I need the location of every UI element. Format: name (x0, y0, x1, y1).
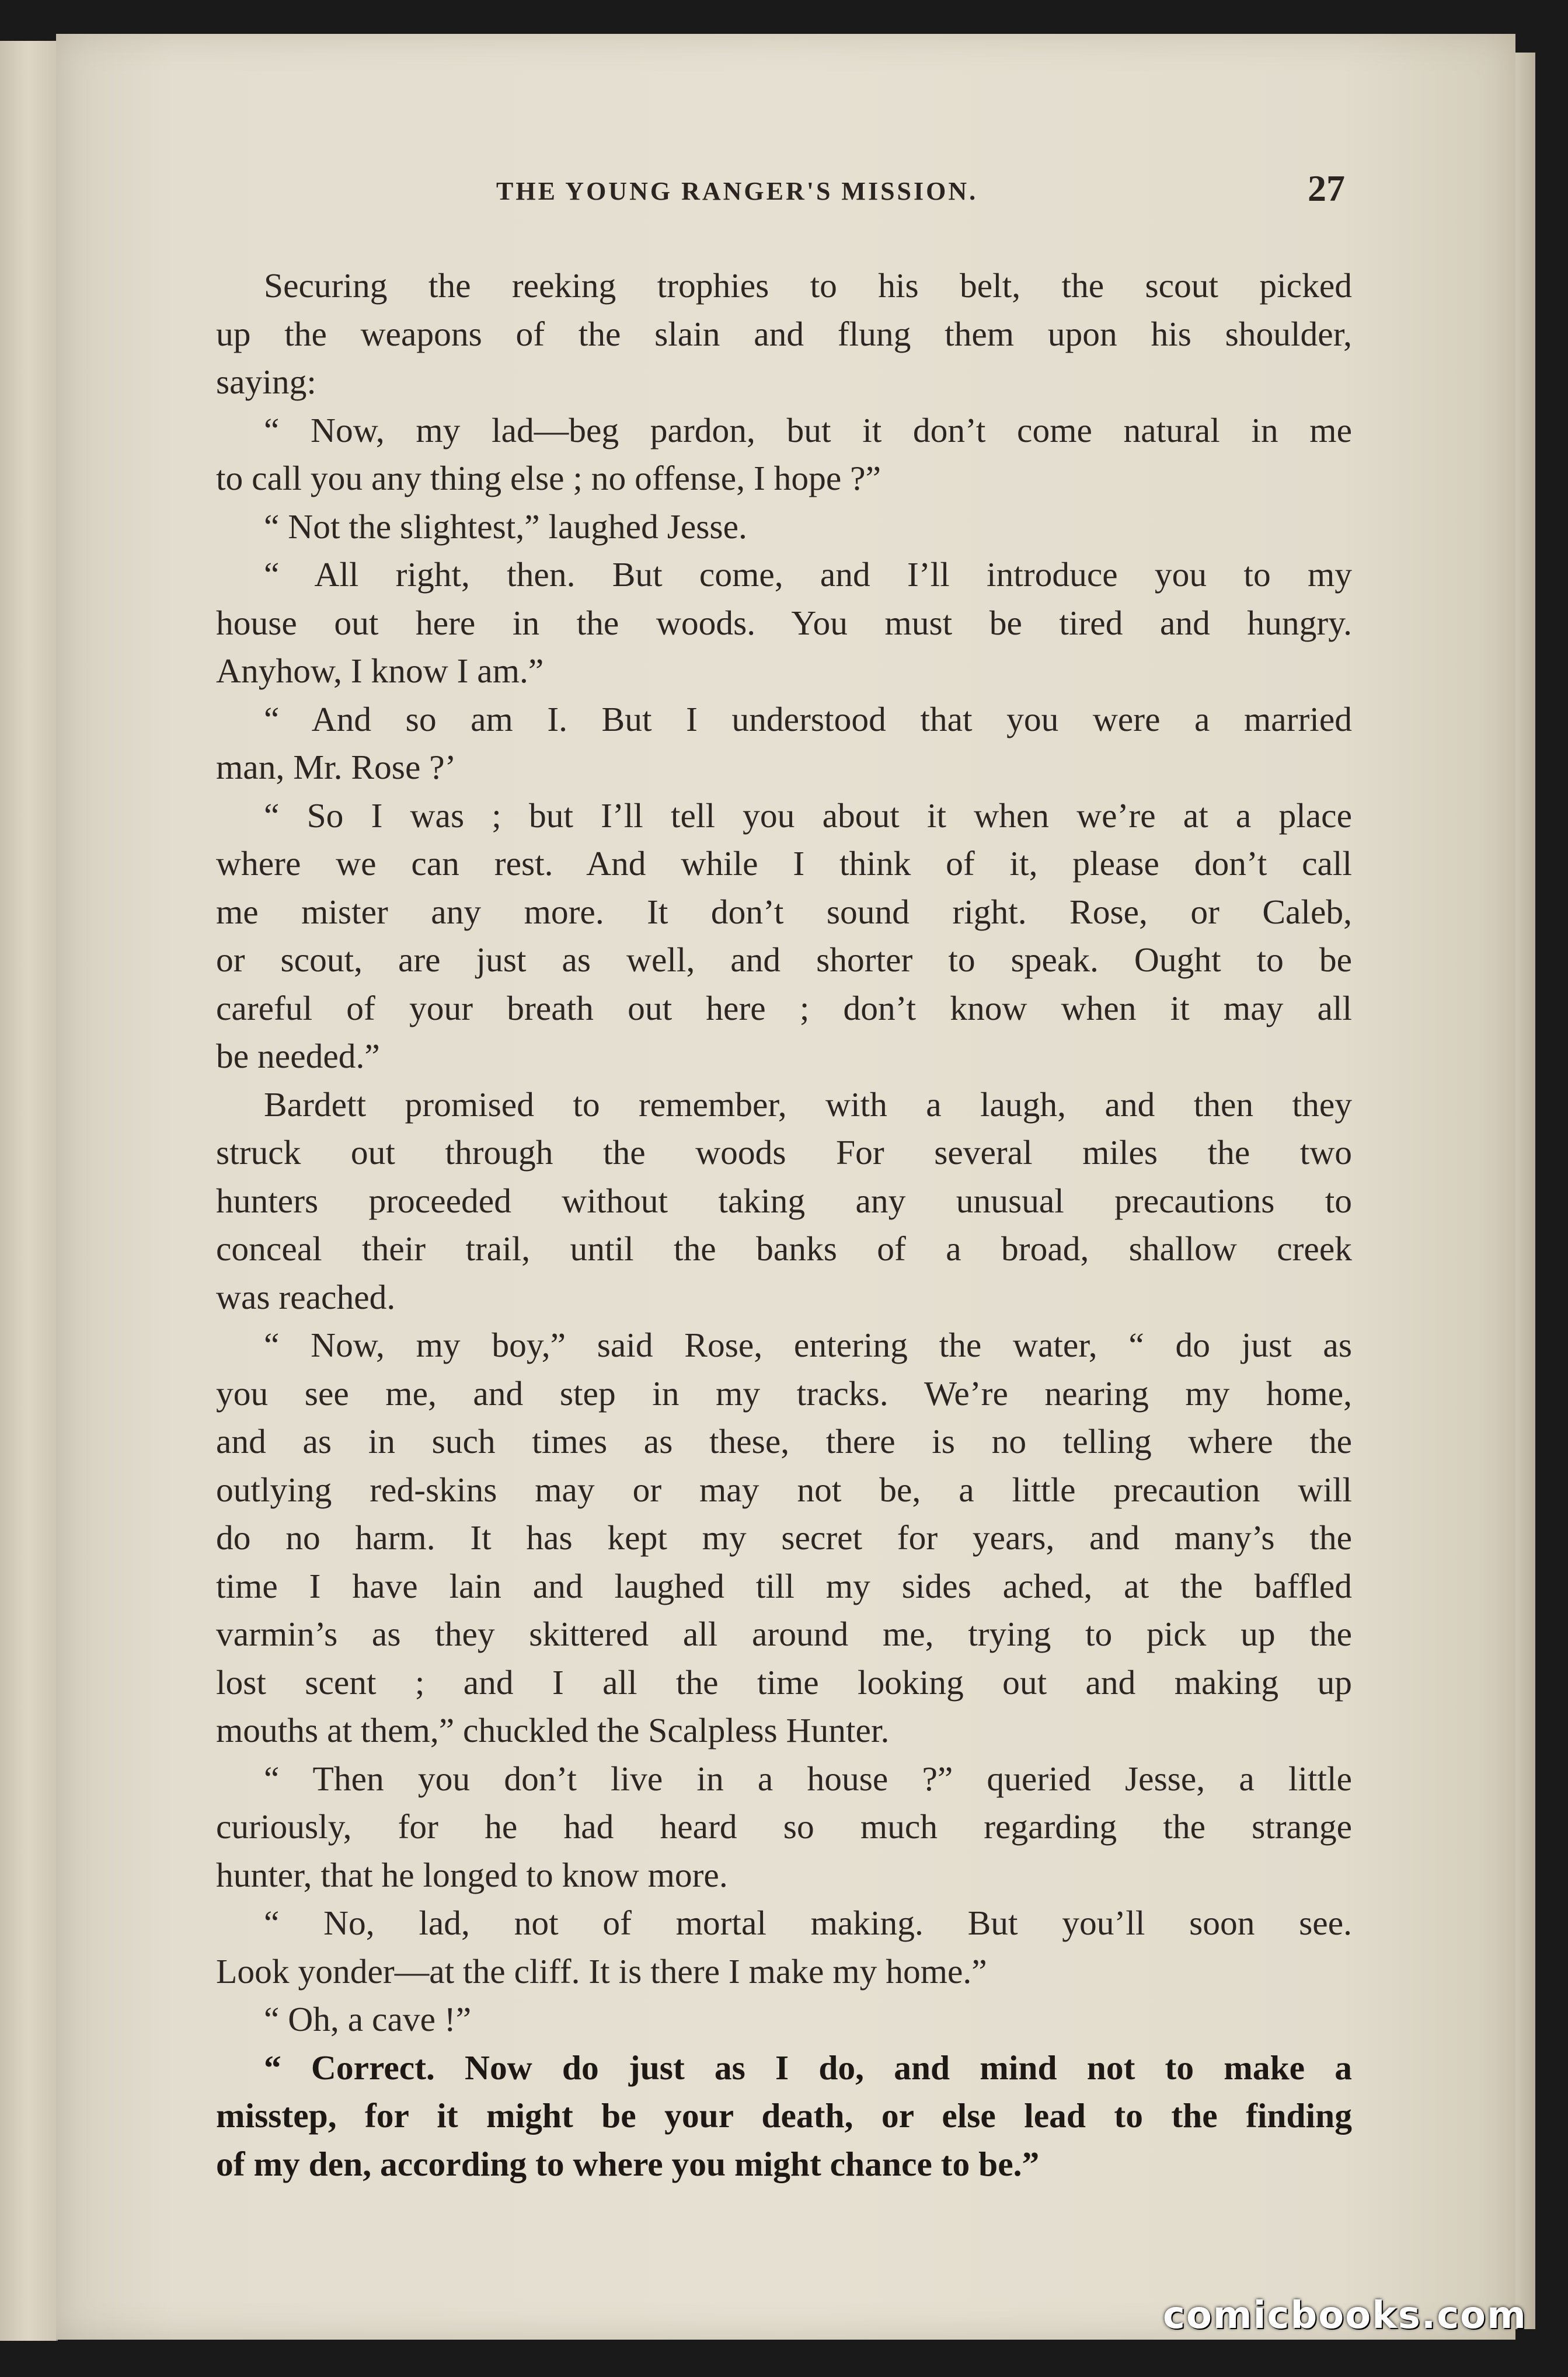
text-line: time I have lain and laughed till my sides ached, at the baffled (216, 1566, 1352, 1605)
text-line: up the weapons of the slain and flung them upon his shoulder, (216, 314, 1352, 353)
text-line: me mister any more. It don’t sound right. Rose, or Caleb, (216, 892, 1352, 931)
text-line: Securing the reeking trophies to his belt, the scout picked (264, 266, 1352, 305)
running-head (222, 170, 1389, 217)
body-text (216, 262, 1352, 2188)
text-line: man, Mr. Rose ?’ (216, 748, 457, 786)
text-line: outlying red-skins may or may not be, a little precaution will (216, 1470, 1352, 1509)
text-line: be needed.” (216, 1037, 380, 1075)
text-line: was reached. (216, 1277, 396, 1316)
text-line: Bardett promised to remember, with a laugh, and then they (264, 1085, 1352, 1124)
text-line: varmin’s as they skittered all around me, trying to pick up the (216, 1615, 1352, 1653)
text-line: misstep, for it might be your death, or else lead to the finding (216, 2096, 1352, 2135)
text-line: “ Not the slightest,” laughed Jesse. (264, 507, 747, 546)
page-number: 27 (1308, 168, 1345, 209)
text-line: “ And so am I. But I understood that you were a married (264, 699, 1352, 738)
text-line: “ No, lad, not of mortal making. But you’ll soon see. (264, 1904, 1352, 1942)
text-line: Anyhow, I know I am.” (216, 651, 544, 690)
text-line: and as in such times as these, there is no telling where the (216, 1422, 1352, 1461)
text-line: or scout, are just as well, and shorter to speak. Ought to be (216, 940, 1352, 979)
text-line: mouths at them,” chuckled the Scalpless Hunter. (216, 1711, 890, 1749)
text-line: “ So I was ; but I’ll tell you about it when we’re at a place (264, 796, 1352, 835)
text-line: saying: (216, 363, 316, 401)
text-line: lost scent ; and I all the time looking out and making up (216, 1662, 1352, 1702)
text-line: struck out through the woods For several miles the two (216, 1133, 1352, 1172)
text-line: do no harm. It has kept my secret for years, and many’s the (216, 1518, 1352, 1557)
text-line: “ Correct. Now do just as I do, and mind not to make a (264, 2048, 1352, 2087)
text-line: to call you any thing else ; no offense, I hope ?” (216, 459, 881, 497)
facing-page-edge (0, 41, 58, 2341)
text-line: where we can rest. And while I think of it, please don’t call (216, 844, 1352, 883)
text-line: “ Oh, a cave !” (264, 2000, 472, 2038)
running-title: THE YOUNG RANGER'S MISSION. (496, 177, 978, 205)
text-line: “ Now, my lad—beg pardon, but it don’t come natural in me (264, 410, 1352, 449)
text-line: “ All right, then. But come, and I’ll introduce you to my (264, 555, 1352, 594)
text-line: Look yonder—at the cliff. It is there I make my home.” (216, 1951, 987, 1991)
text-line: careful of your breath out here ; don’t know when it may all (216, 988, 1352, 1027)
watermark: comicbooks.com (1163, 2294, 1527, 2337)
page-edge-right (1515, 53, 1535, 2329)
text-line: “ Now, my boy,” said Rose, entering the water, “ do just as (264, 1326, 1352, 1364)
text-line: curiously, for he had heard so much regarding the strange (216, 1807, 1352, 1846)
text-line: “ Then you don’t live in a house ?” queried Jesse, a little (264, 1759, 1352, 1798)
text-line: you see me, and step in my tracks. We’re nearing my home, (216, 1374, 1352, 1413)
text-line: of my den, according to where you might chance to be.” (216, 2144, 1040, 2183)
text-line: hunters proceeded without taking any unusual precautions to (216, 1181, 1352, 1220)
text-line: hunter, that he longed to know more. (216, 1855, 728, 1894)
text-line: house out here in the woods. You must be tired and hungry. (216, 603, 1352, 642)
text-line: conceal their trail, until the banks of a broad, shallow creek (216, 1229, 1352, 1268)
